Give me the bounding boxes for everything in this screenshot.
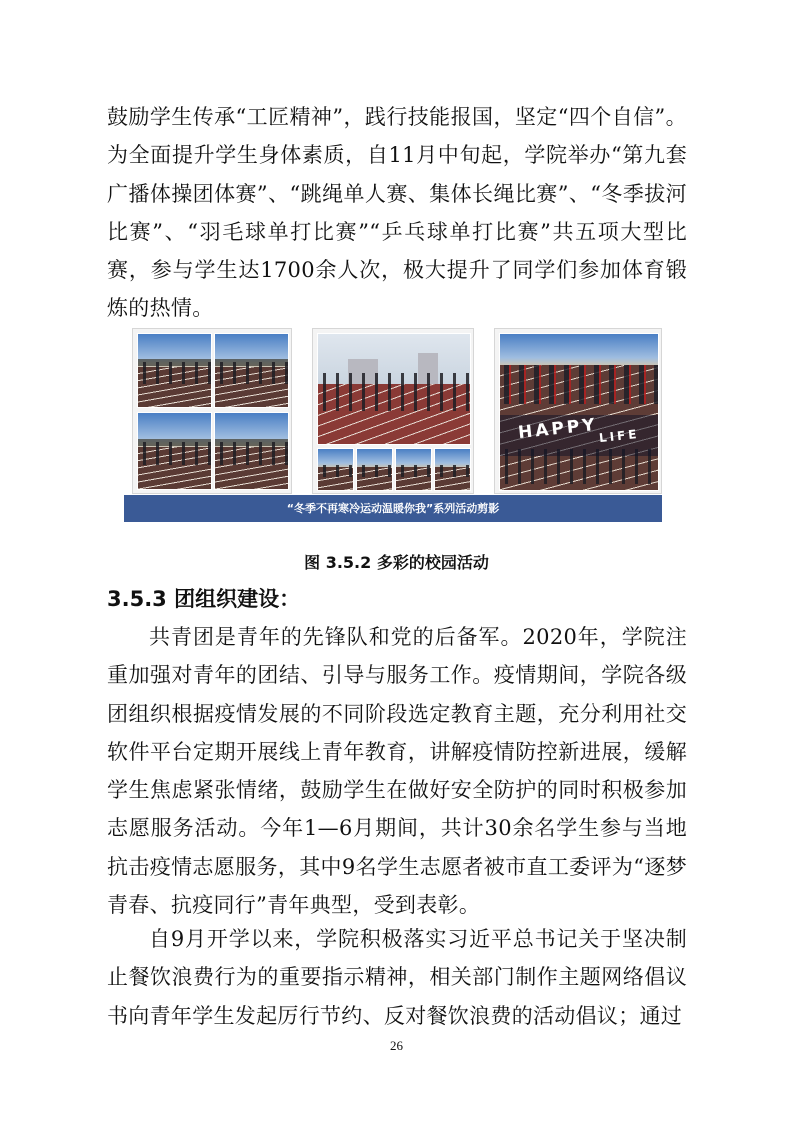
- body-paragraph: 鼓励学生传承“工匠精神”，践行技能报国，坚定“四个自信”。为全面提升学生身体素质，自11月中旬起，学院举办“第九套广播体操团体赛”、“跳绳单人赛、集体长绳比赛”、“冬季拔河比赛”、“羽毛球单打比赛”“乒乓球单打比赛”共五项大型比赛，参与学生达1700余人次，极大提升了同学们参加体育锻炼的热情。: [107, 105, 687, 321]
- happy-life-overlay: [500, 415, 658, 456]
- life-word: LIFE: [598, 427, 641, 446]
- page-number: 26: [390, 1038, 403, 1053]
- photo: [137, 412, 212, 490]
- photo-panel-exercise: [132, 328, 292, 494]
- happy-word: HAPPY: [517, 415, 599, 444]
- photo: [499, 333, 659, 491]
- body-paragraph: 自9月开学以来，学院积极落实习近平总书记关于坚决制止餐饮浪费行为的重要指示精神，相关部门制作主题网络倡议书向青年学生发起厉行节约、反对餐饮浪费的活动倡议；通过: [107, 927, 687, 1028]
- photo: [317, 448, 354, 491]
- figure-caption: 图 3.5.2 多彩的校园活动: [304, 553, 489, 572]
- body-paragraph: 共青团是青年的先锋队和党的后备军。2020年，学院注重加强对青年的团结、引导与服务工作。疫情期间，学院各级团组织根据疫情发展的不同阶段选定教育主题，充分利用社交软件平台定期开展线上青年教育，讲解疫情防控新进展，缓解学生焦虑紧张情绪，鼓励学生在做好安全防护的同时积极参加志愿服务活动。今年1—6月期间，共计30余名学生参与当地抗击疫情志愿服务，其中9名学生志愿者被市直工委评为“逐梦青春、抗疫同行”青年典型，受到表彰。: [107, 625, 687, 918]
- photo: [214, 333, 289, 408]
- photo: [356, 448, 393, 491]
- section-heading: 3.5.3 团组织建设：: [107, 587, 301, 611]
- figure-banner: “冬季不再寒冷运动温暖你我”系列活动剪影: [124, 495, 662, 522]
- photo: [214, 412, 289, 490]
- photo-panel-tug-of-war: [494, 328, 662, 494]
- activity-photo-collage: [124, 328, 662, 522]
- photo: [434, 448, 471, 491]
- photo: [137, 333, 212, 408]
- photo-panel-jump-rope: [312, 328, 474, 494]
- photo: [395, 448, 432, 491]
- photo: [317, 333, 471, 445]
